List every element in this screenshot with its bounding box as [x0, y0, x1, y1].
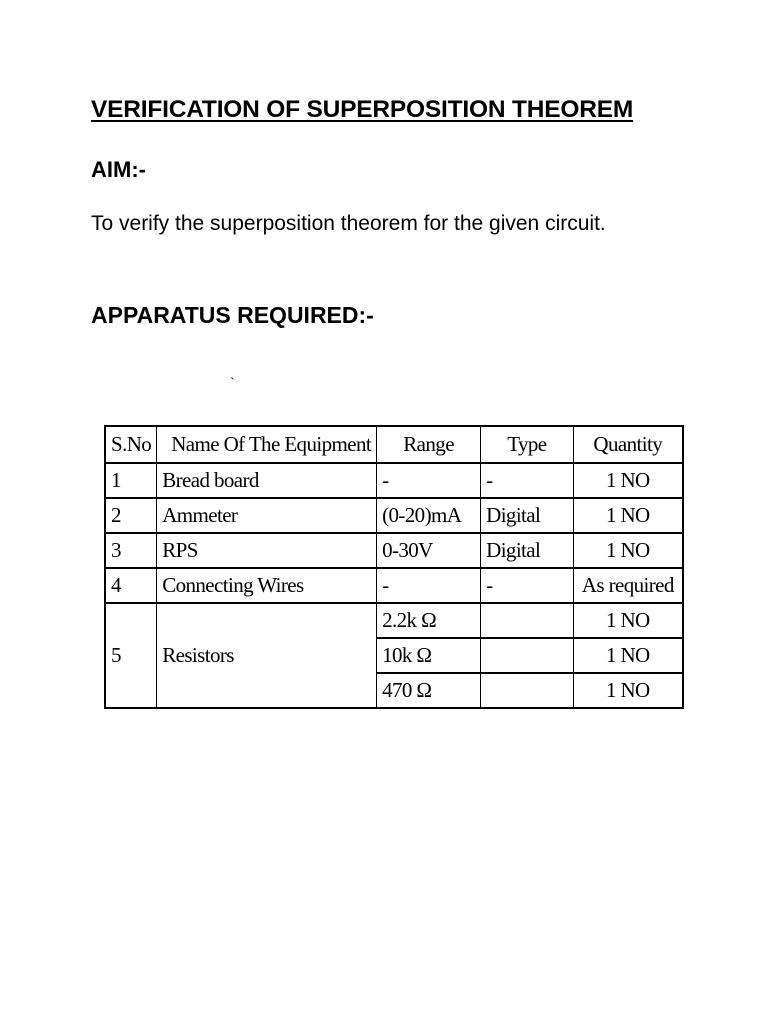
- header-quantity: Quantity: [573, 426, 683, 463]
- cell-sno: 1: [105, 463, 157, 498]
- cell-equipment-name: Connecting Wires: [157, 568, 377, 603]
- table-row: [105, 603, 683, 638]
- cell-range: 10k Ω: [377, 638, 481, 673]
- cell-quantity: 1 NO: [573, 638, 683, 673]
- cell-type: [481, 603, 573, 638]
- cell-equipment-name: Resistors: [157, 603, 377, 708]
- header-equipment-name: Name Of The Equipment: [157, 426, 377, 463]
- table-row: [105, 533, 683, 568]
- cell-type: Digital: [481, 533, 573, 568]
- cell-quantity: As required: [573, 568, 683, 603]
- header-sno: S.No: [105, 426, 157, 463]
- cell-quantity: 1 NO: [573, 533, 683, 568]
- cell-type: [481, 638, 573, 673]
- cell-sno: 2: [105, 498, 157, 533]
- cell-quantity: 1 NO: [573, 498, 683, 533]
- cell-range: 2.2k Ω: [377, 603, 481, 638]
- cell-sno: 5: [105, 603, 157, 708]
- cell-type: -: [481, 568, 573, 603]
- cell-range: (0-20)mA: [377, 498, 481, 533]
- cell-sno: 3: [105, 533, 157, 568]
- cell-equipment-name: Ammeter: [157, 498, 377, 533]
- cell-quantity: 1 NO: [573, 673, 683, 708]
- apparatus-table: [104, 425, 684, 709]
- table-row: [105, 463, 683, 498]
- aim-heading: AIM:-: [91, 157, 146, 182]
- stray-mark: `: [230, 376, 235, 391]
- cell-sno: 4: [105, 568, 157, 603]
- header-type: Type: [481, 426, 573, 463]
- table-row: [105, 498, 683, 533]
- apparatus-heading: APPARATUS REQUIRED:-: [91, 302, 374, 328]
- cell-range: 0-30V: [377, 533, 481, 568]
- cell-quantity: 1 NO: [573, 603, 683, 638]
- cell-type: -: [481, 463, 573, 498]
- cell-equipment-name: RPS: [157, 533, 377, 568]
- page-title: VERIFICATION OF SUPERPOSITION THEOREM: [91, 96, 634, 123]
- cell-range: -: [377, 568, 481, 603]
- cell-range: -: [377, 463, 481, 498]
- table-header-row: [105, 426, 683, 463]
- aim-text: To verify the superposition theorem for the given circuit.: [91, 212, 606, 235]
- header-range: Range: [377, 426, 481, 463]
- cell-type: [481, 673, 573, 708]
- cell-equipment-name: Bread board: [157, 463, 377, 498]
- cell-quantity: 1 NO: [573, 463, 683, 498]
- cell-type: Digital: [481, 498, 573, 533]
- table-row: [105, 568, 683, 603]
- cell-range: 470 Ω: [377, 673, 481, 708]
